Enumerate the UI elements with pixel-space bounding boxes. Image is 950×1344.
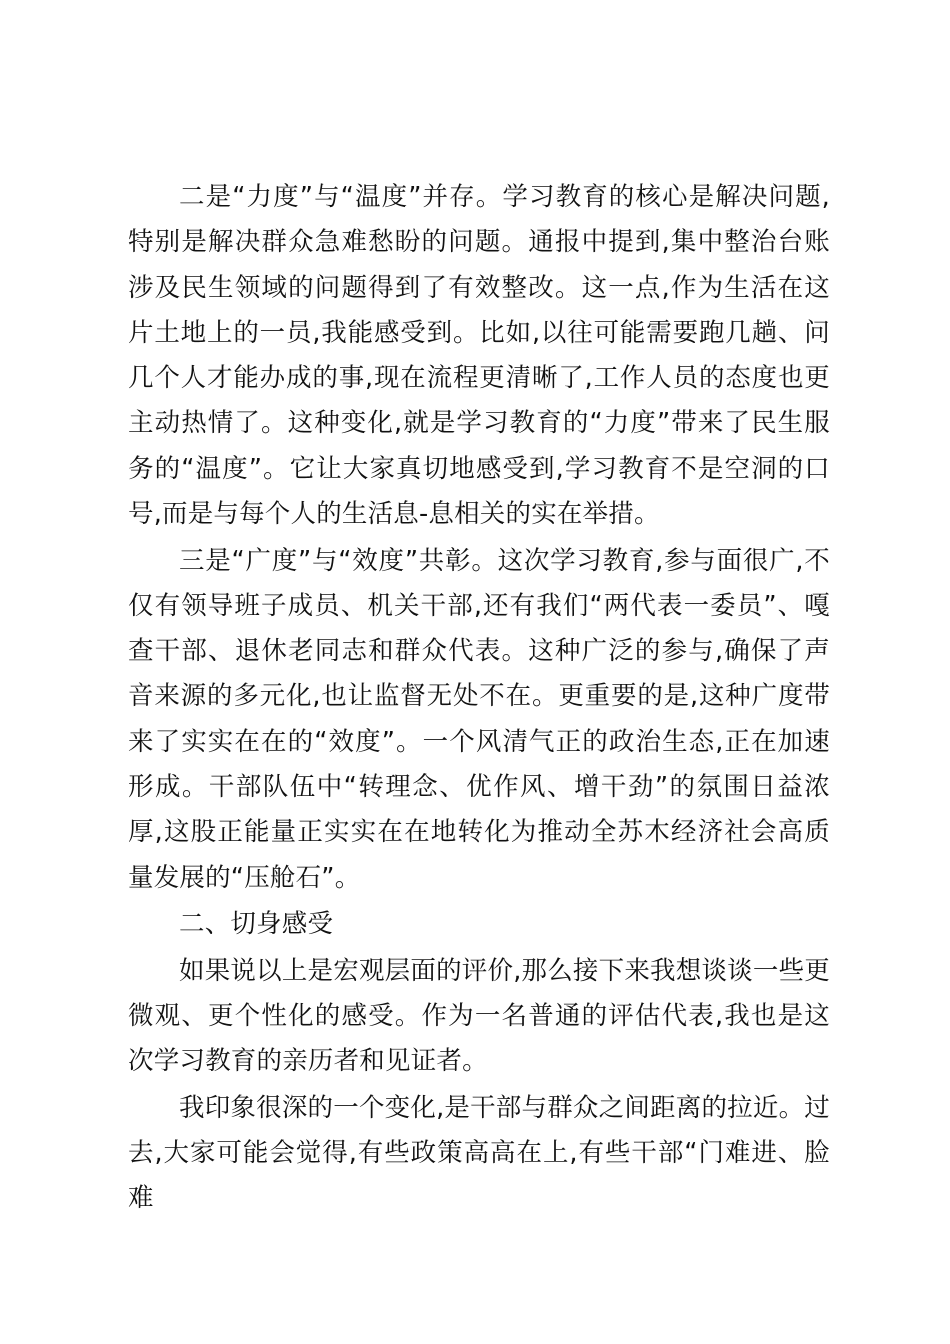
paragraph-distance-change: 我印象很深的一个变化,是干部与群众之间距离的拉近。过去,大家可能会觉得,有些政策高高在上,有些干部“门难进、脸难 [128, 1092, 830, 1214]
section-heading-personal-feelings: 二、切身感受 [179, 909, 334, 940]
paragraph-strength-and-warmth: 二是“力度”与“温度”并存。学习教育的核心是解决问题,特别是解决群众急难愁盼的问题。通报中提到,集中整治台账涉及民生领域的问题得到了有效整改。这一点,作为生活在这片土地上的一员,我能感受到。比如,以往可能需要跑几趟、问几个人才能办成的事,现在流程更清晰了,工作人员的态度也更主动热情了。这种变化,就是学习教育的“力度”带来了民生服务的“温度”。它让大家真切地感受到,学习教育不是空洞的口号,而是与每个人的生活息-息相关的实在举措。 [128, 182, 830, 530]
paragraph-micro-level-feelings: 如果说以上是宏观层面的评价,那么接下来我想谈谈一些更微观、更个性化的感受。作为一名普通的评估代表,我也是这次学习教育的亲历者和见证者。 [128, 955, 830, 1077]
document-page [128, 175, 830, 1222]
paragraph-breadth-and-effectiveness: 三是“广度”与“效度”共彰。这次学习教育,参与面很广,不仅有领导班子成员、机关干部,还有我们“两代表一委员”、嘎查干部、退休老同志和群众代表。这种广泛的参与,确保了声音来源的多元化,也让监督无处不在。更重要的是,这种广度带来了实实在在的“效度”。一个风清气正的政治生态,正在加速形成。干部队伍中“转理念、优作风、增干劲”的氛围日益浓厚,这股正能量正实实在在地转化为推动全苏木经济社会高质量发展的“压舱石”。 [128, 545, 830, 893]
